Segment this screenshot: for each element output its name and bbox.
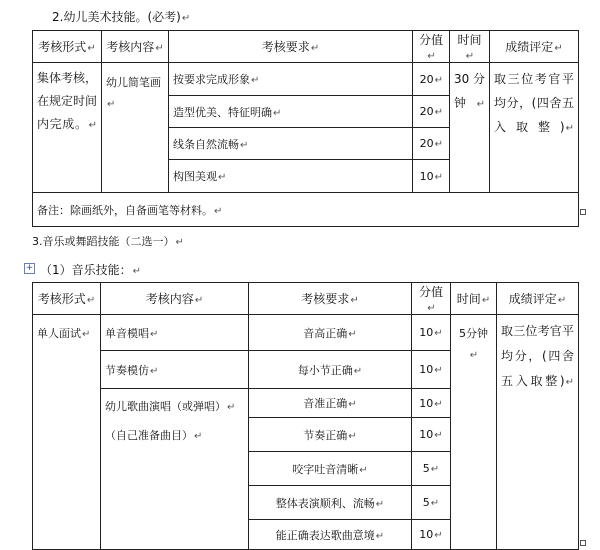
header-time: 时间↵ xyxy=(451,283,497,315)
table-end-marker xyxy=(580,540,586,546)
score-cell: 20↵ xyxy=(413,96,450,128)
requirement-cell: 线条自然流畅↵ xyxy=(169,128,413,160)
requirement-cell: 整体表演顺利、流畅↵ xyxy=(249,486,412,520)
table-move-handle-icon[interactable]: + xyxy=(25,263,34,273)
music-skills-table xyxy=(32,282,579,550)
score-cell: 10↵ xyxy=(412,315,451,351)
note-cell: 备注：除画纸外，自备画笔等材料。↵ xyxy=(33,193,579,227)
assessment-content-cell: 幼儿简笔画↵ xyxy=(102,63,169,193)
score-cell: 10↵ xyxy=(412,389,451,418)
requirement-cell: 按要求完成形象↵ xyxy=(169,63,413,96)
requirement-cell: 音高正确↵ xyxy=(249,315,412,351)
score-cell: 10↵ xyxy=(413,160,450,193)
score-cell: 20↵ xyxy=(413,128,450,160)
row-end-marker xyxy=(580,209,586,215)
header-grading: 成绩评定↵ xyxy=(490,31,579,63)
table-header-row xyxy=(33,31,579,63)
grading-cell: 取三位考官平均分，(四舍五入取整)↵ xyxy=(490,63,579,193)
assessment-form-cell: 集体考核，在规定时间内完成。↵ xyxy=(33,63,102,193)
requirement-cell: 音准正确↵ xyxy=(249,389,412,418)
table-row xyxy=(33,315,579,351)
assessment-form-cell: 单人面试↵ xyxy=(33,315,101,550)
header-form: 考核形式↵ xyxy=(33,283,101,315)
score-cell: 5↵ xyxy=(412,452,451,486)
table-row xyxy=(33,193,579,227)
score-cell: 5↵ xyxy=(412,486,451,520)
header-form: 考核形式↵ xyxy=(33,31,102,63)
song-performance-label: 幼儿歌曲演唱（或弹唱）↵ xyxy=(105,400,236,413)
grading-cell: 取三位考官平均分，(四舍五入取整)↵ xyxy=(497,315,579,550)
requirement-cell: 构图美观↵ xyxy=(169,160,413,193)
time-cell: 30分钟↵ xyxy=(450,63,490,193)
header-requirement: 考核要求↵ xyxy=(249,283,412,315)
score-cell: 10↵ xyxy=(412,351,451,389)
time-cell: 5分钟↵ xyxy=(451,315,497,550)
art-skills-table xyxy=(32,30,579,227)
table-header-row xyxy=(33,283,579,315)
music-subheading: （1）音乐技能：↵ xyxy=(40,263,142,277)
content-cell: 单音模唱↵ xyxy=(101,315,249,351)
own-repertoire-label: （自己准备曲目）↵ xyxy=(105,429,203,442)
header-score: 分值↵ xyxy=(413,31,450,63)
header-time: 时间↵ xyxy=(450,31,490,63)
header-requirement: 考核要求↵ xyxy=(169,31,413,63)
header-content: 考核内容↵ xyxy=(101,283,249,315)
section3-heading: 3.音乐或舞蹈技能（二选一）↵ xyxy=(32,235,184,248)
requirement-cell: 造型优美、特征明确↵ xyxy=(169,96,413,128)
header-content: 考核内容↵ xyxy=(102,31,169,63)
requirement-cell: 能正确表达歌曲意境↵ xyxy=(249,520,412,550)
score-cell: 10↵ xyxy=(412,418,451,452)
requirement-cell: 每小节正确↵ xyxy=(249,351,412,389)
requirement-cell: 节奏正确↵ xyxy=(249,418,412,452)
header-score: 分值↵ xyxy=(412,283,451,315)
score-cell: 20↵ xyxy=(413,63,450,96)
table-row xyxy=(33,63,579,96)
section2-heading: 2.幼儿美术技能。(必考)↵ xyxy=(52,10,191,24)
header-grading: 成绩评定↵ xyxy=(497,283,579,315)
score-cell: 10↵ xyxy=(412,520,451,550)
requirement-cell: 咬字吐音清晰↵ xyxy=(249,452,412,486)
song-content-cell xyxy=(101,389,249,550)
content-cell: 节奏模仿↵ xyxy=(101,351,249,389)
